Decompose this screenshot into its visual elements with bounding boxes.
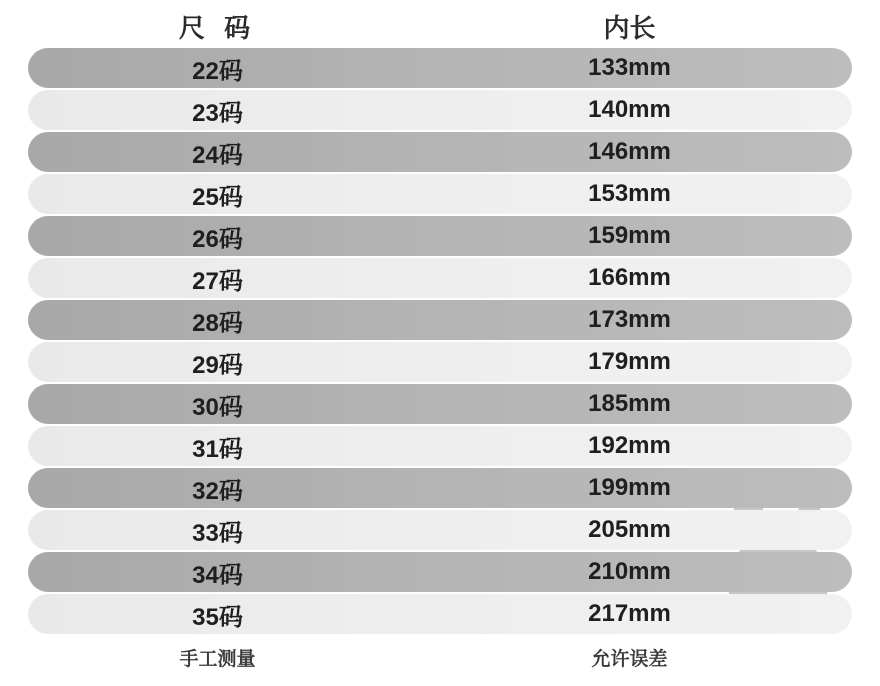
cell-inner-length: 166mm: [588, 264, 671, 291]
table-row: [28, 468, 852, 508]
cell-size: 34码: [192, 561, 243, 589]
table-header-row: [28, 0, 852, 48]
cell-inner-length: 185mm: [588, 390, 671, 417]
cell-inner-length: 179mm: [588, 348, 671, 375]
column-header-size: 尺 码: [178, 12, 257, 43]
table-footer-row: [28, 634, 852, 680]
table-row: [28, 48, 852, 88]
cell-size: 35码: [192, 603, 243, 631]
cell-inner-length: 146mm: [588, 138, 671, 165]
table-row: [28, 342, 852, 382]
cell-size: 28码: [192, 309, 243, 337]
table-row: [28, 300, 852, 340]
cell-size: 30码: [192, 393, 243, 421]
cell-inner-length: 133mm: [588, 54, 671, 81]
cell-size: 22码: [192, 57, 243, 85]
cell-size: 27码: [192, 267, 243, 295]
table-row: [28, 216, 852, 256]
cell-size: 23码: [192, 99, 243, 127]
cell-inner-length: 199mm: [588, 474, 671, 501]
cell-inner-length: 192mm: [588, 432, 671, 459]
cell-inner-length: 217mm: [588, 600, 671, 627]
cell-size: 32码: [192, 477, 243, 505]
cell-inner-length: 210mm: [588, 558, 671, 585]
table-row: [28, 594, 852, 634]
footer-note-tolerance: 允许误差: [591, 648, 668, 670]
cell-size: 24码: [192, 141, 243, 169]
table-row: [28, 132, 852, 172]
cell-inner-length: 173mm: [588, 306, 671, 333]
table-row: [28, 90, 852, 130]
table-row: [28, 384, 852, 424]
cell-inner-length: 153mm: [588, 180, 671, 207]
cell-size: 29码: [192, 351, 243, 379]
footer-note-measurement: 手工测量: [179, 648, 256, 670]
table-row: [28, 552, 852, 592]
table-row: [28, 258, 852, 298]
table-row: [28, 510, 852, 550]
column-header-inner-length: 内长: [603, 12, 656, 43]
cell-inner-length: 140mm: [588, 96, 671, 123]
table-row: [28, 174, 852, 214]
cell-size: 26码: [192, 225, 243, 253]
table-row: [28, 426, 852, 466]
cell-size: 33码: [192, 519, 243, 547]
cell-size: 31码: [192, 435, 243, 463]
cell-size: 25码: [192, 183, 243, 211]
cell-inner-length: 205mm: [588, 516, 671, 543]
cell-inner-length: 159mm: [588, 222, 671, 249]
table-body: [28, 48, 852, 634]
